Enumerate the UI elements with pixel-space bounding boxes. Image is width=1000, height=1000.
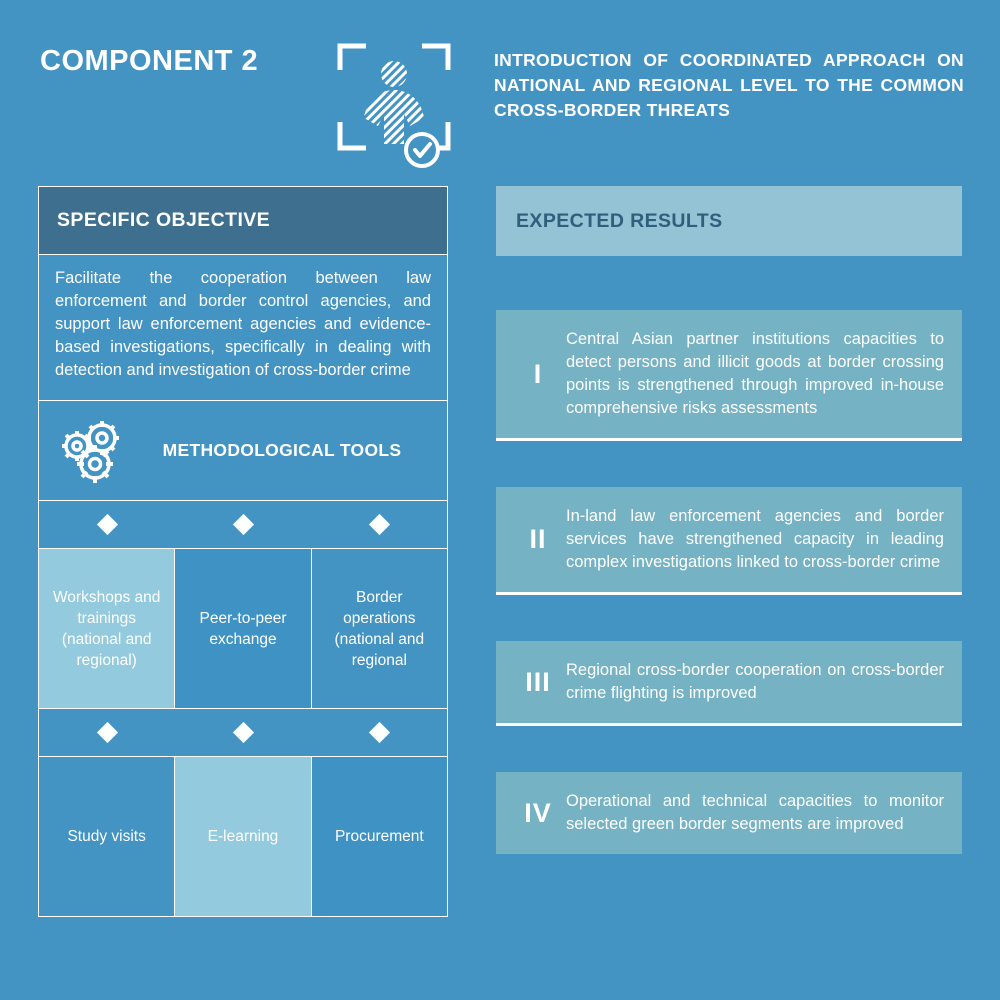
result-text: Central Asian partner institutions capacities to detect persons and illicit goods at border crossing points is strengthened through improved in-house comprehensive risks assessments [566,330,944,417]
result-numeral: I [533,358,543,389]
gears-icon [55,416,131,486]
result-text: In-land law enforcement agencies and border services have strengthened capacity in leading complex investigations linked to cross-border crime [566,507,944,571]
diamond-icon [368,722,389,743]
expected-result-item [496,310,962,441]
expected-result-item [496,772,962,854]
expected-results-header: EXPECTED RESULTS [496,186,962,256]
tool-card: Peer-to-peer exchange [174,549,310,708]
result-numeral: IV [524,797,552,828]
scan-person-check-icon [334,40,454,170]
left-column [38,186,448,917]
result-numeral: III [525,666,551,697]
tool-card: Workshops and trainings (national and regional) [39,549,174,708]
methodological-tools-label: METHODOLOGICAL TOOLS [162,440,402,460]
diamond-icon [232,514,253,535]
diamond-cell [39,501,175,548]
tool-card: Procurement [311,757,447,916]
diamond-icon [232,722,253,743]
header-description: INTRODUCTION OF COORDINATED APPROACH ON NATIONAL AND REGIONAL LEVEL TO THE COMMON CROSS-BORDER THREATS [494,50,964,120]
tool-card: Border operations (national and regional [311,549,447,708]
diamond-cell [311,501,447,548]
page-title: COMPONENT 2 [40,45,259,77]
diamond-icon [96,722,117,743]
specific-objective-header: SPECIFIC OBJECTIVE [38,186,448,254]
right-column [496,186,962,854]
diamond-cell [39,709,175,756]
diamond-icon [96,514,117,535]
diamond-cell [311,709,447,756]
specific-objective-body: Facilitate the cooperation between law enforcement and border control agencies, and support law enforcement agencies and evidence-based investigations, specifically in dealing with detection and investigation of cross-border crime [38,254,448,401]
diamond-cell [175,709,311,756]
diamond-connector-row-1 [38,501,448,549]
expected-result-item [496,641,962,726]
diamond-icon [368,514,389,535]
result-text: Operational and technical capacities to monitor selected green border segments are improved [566,792,944,833]
tool-card: E-learning [174,757,310,916]
diamond-connector-row-2 [38,709,448,757]
tools-row-2 [38,757,448,917]
tool-card: Study visits [39,757,174,916]
header [0,0,1000,178]
tools-row-1 [38,549,448,709]
result-numeral: II [529,524,547,554]
result-text: Regional cross-border cooperation on cross-border crime flighting is improved [566,661,944,702]
diamond-cell [175,501,311,548]
methodological-tools-header [38,401,448,501]
expected-result-item [496,487,962,595]
